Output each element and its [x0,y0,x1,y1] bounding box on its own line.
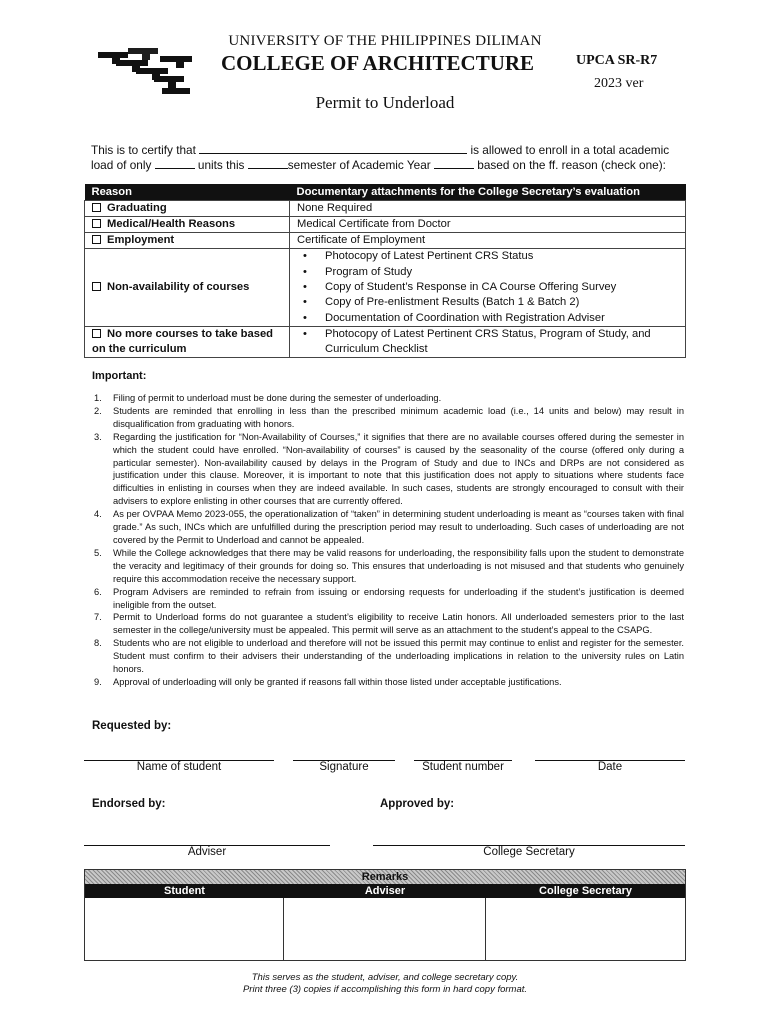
list-item-text: Students are reminded that enrolling in less than the prescribed minimum academic load (i.e., 14 units and below) may result in disqualification from graduating with honors. [113,405,684,429]
important-heading: Important: [92,370,147,382]
list-item-text: Photocopy of Latest Pertinent CRS Status, Program of Study, and [325,327,651,340]
list-item-text: As per OVPAA Memo 2023-055, the operationalization of “taken” in determining student underloading is meant as “courses taken with final grade.” As such, INCs which are unfulfilled during the prescription period may result to underloading. Such cases of underloading are not covered by the Permit to Underload and cannot be appealed. [113,509,684,545]
remarks-secretary-header: College Secretary [539,885,632,897]
remarks-table [84,869,686,961]
list-item-text: While the College acknowledges that there may be valid reasons for underloading, the responsibility falls upon the student to demonstrate the veracity and legitimacy of their grounds for doing so. This ensures that underloading is not misused and that students who genuinely require this accommodation receive the necessary support. [113,547,684,584]
requested-by-label: Requested by: [92,720,172,732]
date-caption: Date [597,761,623,773]
non-availability-checkbox[interactable] [92,282,101,291]
form-code: UPCA SR-R7 [576,53,658,68]
remarks-student-header: Student [164,885,205,897]
reason-label: No more courses to take based [107,327,274,340]
list-item: 7. Permit to Underload forms do not guarantee a student’s eligibility to receive Latin honors. All underloaded semesters prior to the last semester in the college/university must be appealed. This permit will serve as an attachment to the student’s appeal to the CSAPG. [94,612,684,636]
footer-line: This serves as the student, adviser, and college secretary copy. [251,972,519,983]
certify-text: is allowed to enroll in a total academic [470,143,670,157]
upca-logo-icon [98,48,194,94]
important-list [92,392,684,689]
approved-by-label: Approved by: [380,798,455,810]
no-more-courses-checkbox[interactable] [92,329,101,338]
remarks-body [85,898,685,960]
adviser-caption: Adviser [187,846,227,858]
list-item-text: Program Advisers are reminded to refrain from issuing or endorsing requests for underloading if the student’s justification is deemed ineligible from the outset. [113,586,684,610]
certify-text: units this [197,158,245,172]
student-remarks-field[interactable] [85,898,284,960]
list-item-text: Regarding the justification for “Non-Availability of Courses,” it signifies that there are no available courses offered during the semester in which the student could have enrolled. “Non-availability of courses” is caused by the seasonality of the course (offered only during a particular semester). Non-availability caused by delays in the Program of Study and due to INCs and DRPs are not considered as justification under this clause. Moreover, it is important to note that this justification does not apply to situations where students face difficulties in enlisting in courses when they are indeed available. In such cases, students are strongly encouraged to consult with their advisers to explore enlisting in other courses that are currently offered. [113,431,684,507]
table-row [85,200,686,216]
reason-column-header: Reason [85,184,290,200]
list-item-text: Students who are not eligible to underload and therefore will not be issued this permit may continue to enlist and register for the semester. Student must confirm to their advisers their understanding of the underloading implications in relation to the university rules on Latin honors. [113,638,684,675]
units-field[interactable] [155,159,195,169]
table-row [85,249,686,326]
document-cell: Medical Certificate from Doctor [290,216,686,232]
employment-checkbox[interactable] [92,235,101,244]
medical-checkbox[interactable] [92,219,101,228]
remarks-column-headers [85,884,685,898]
list-item: 3. Regarding the justification for “Non-Availability of Courses,” it signifies that there are no available courses offered during the semester in which the student could have enrolled. “Non-availability of courses” is caused by the seasonality of the course (offered only during a particular semester). Non-availability caused by delays in the Program of Study and due to INCs and DRPs are not considered as justification under this clause. Moreover, it is important to note that this justification does not apply to situations where students face difficulties in enlisting in courses when they are indeed available. In such cases, students are strongly encouraged to consult with their advisers to explore enlisting in other courses that are currently offered. [94,431,684,507]
graduating-checkbox[interactable] [92,203,101,212]
list-item-text: Permit to Underload forms do not guarantee a student’s eligibility to receive Latin honors. All underloaded semesters prior to the last semester in the college/university must be appealed. This permit will serve as an attachment to the student’s appeal to the CSAPG. [113,612,684,636]
certify-text: semester of Academic Year [287,158,431,172]
list-item: 6. Program Advisers are reminded to refrain from issuing or endorsing requests for underloading if the student’s justification is deemed ineligible from the outset. [94,586,684,610]
certify-line-1 [91,143,669,157]
college-secretary-caption: College Secretary [483,846,575,858]
endorsed-by-label: Endorsed by: [92,798,166,810]
college-name: COLLEGE OF ARCHITECTURE [220,51,535,75]
document-cell: None Required [290,200,686,216]
list-item: 8. Students who are not eligible to underload and therefore will not be issued this permit may continue to enlist and register for the semester. Student must confirm to their advisers their understanding of the underloading implications in relation to the university rules on Latin honors. [94,638,684,675]
list-item: • Photocopy of Latest Pertinent CRS Status [297,249,678,264]
list-item: • Documentation of Coordination with Registration Adviser [297,311,678,326]
document-list [297,249,678,325]
remarks-heading: Remarks [85,870,685,884]
list-item: • Copy of Student’s Response in CA Course Offering Survey [297,280,678,295]
table-row [85,216,686,232]
certify-text: load of only [91,158,152,172]
page-title: Permit to Underload [315,93,455,112]
reason-table [84,184,686,358]
reason-label: Medical/Health Reasons [107,217,236,230]
semester-field[interactable] [248,159,288,169]
list-item: 5. While the College acknowledges that there may be valid reasons for underloading, the responsibility falls upon the student to demonstrate the veracity and legitimacy of their grounds for doing so. This ensures that underloading is not misused and that students who genuinely require this accommodation receive the necessary support. [94,547,684,584]
secretary-remarks-field[interactable] [486,898,685,960]
document-cell: Certificate of Employment [290,233,686,249]
certify-text: This is to certify that [91,143,196,157]
list-item-text: Curriculum Checklist [325,343,428,356]
reason-label: Non-availability of courses [107,280,250,293]
signature-caption: Signature [319,761,369,773]
student-number-caption: Student number [422,761,504,773]
list-item: • Program of Study [297,265,678,280]
student-name-field[interactable] [199,144,467,154]
form-version: 2023 ver [594,76,644,91]
table-row [85,233,686,249]
document-list [297,327,678,358]
reason-label: Employment [107,234,175,247]
name-of-student-caption: Name of student [136,761,222,773]
list-item: 4. As per OVPAA Memo 2023-055, the operationalization of “taken” in determining student underloading is meant as “courses taken with final grade.” As such, INCs which are unfulfilled during the prescription period may result to underloading. Such cases of underloading are not covered by the Permit to Underload and cannot be appealed. [94,509,684,545]
list-item-text: Approval of underloading will only be granted if reasons fall within those listed under acceptable justifications. [113,676,562,687]
list-item [297,327,678,358]
list-item: 9. Approval of underloading will only be granted if reasons fall within those listed under acceptable justifications. [94,676,562,687]
footer-line: Print three (3) copies if accomplishing this form in hard copy format. [242,984,528,995]
academic-year-field[interactable] [434,159,474,169]
adviser-remarks-field[interactable] [284,898,486,960]
certify-text: based on the ff. reason (check one): [477,158,666,172]
list-item-text: Filing of permit to underload must be done during the semester of underloading. [113,393,442,403]
certify-line-2 [91,158,666,172]
documents-column-header: Documentary attachments for the College Secretary’s evaluation [290,184,686,200]
list-item: 1. Filing of permit to underload must be done during the semester of underloading. [94,393,442,403]
list-item: 2. Students are reminded that enrolling in less than the prescribed minimum academic load (i.e., 14 units and below) may result in disqualification from graduating with honors. [94,405,684,429]
remarks-adviser-header: Adviser [364,885,406,897]
footer-note [0,972,770,996]
university-name: UNIVERSITY OF THE PHILIPPINES DILIMAN [228,33,542,49]
table-row [85,326,686,358]
list-item: • Copy of Pre-enlistment Results (Batch 1 & Batch 2) [297,295,678,310]
reason-label: Graduating [107,201,167,214]
reason-label: on the curriculum [92,343,187,356]
